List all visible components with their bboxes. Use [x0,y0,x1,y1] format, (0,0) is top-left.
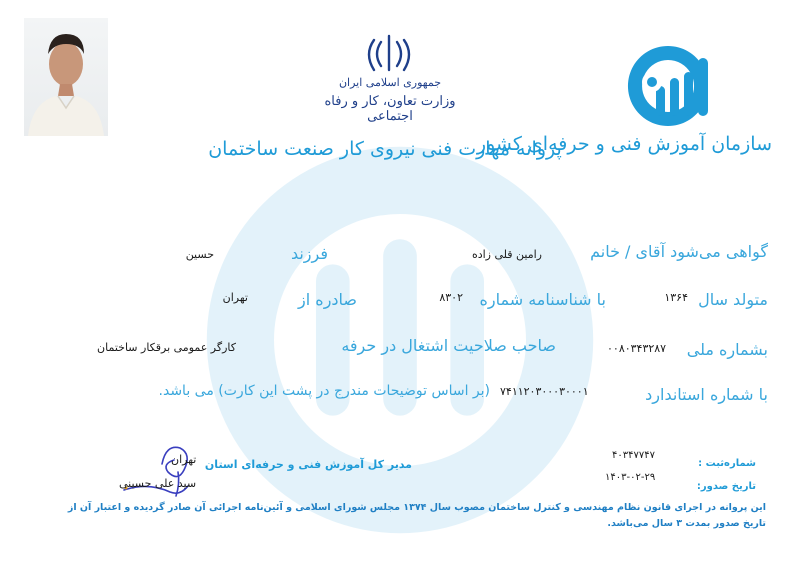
certificate-title: پروانه مهارت فنی نیروی کار صنعت ساختمان [208,138,562,160]
issue-date-label: تاریخ صدور: [696,481,756,492]
footer-note-line2: تاریخ صدور بمدت ۳ سال می‌باشد. [607,518,766,529]
birth-year: ۱۳۶۴ [664,291,688,304]
national-id-label: بشماره ملی [686,340,768,359]
id-number-label: با شناسنامه شماره [479,290,606,309]
birth-year-label: متولد سال [698,290,768,309]
full-name: رامین قلی زاده [471,248,542,261]
signer-name: سید علی حسینی [119,477,197,490]
certify-label: گواهی می‌شود آقای / خانم [590,242,768,261]
standard-label: با شماره استاندارد [645,385,768,404]
occupation-label: صاحب صلاحیت اشتغال در حرفه [341,336,556,355]
national-id: ۰۰۸۰۳۴۳۲۸۷ [607,342,667,355]
footer-note-line1: این پروانه در اجرای قانون نظام مهندسی و کنترل ساختمان مصوب سال ۱۳۷۴ مجلس شورای اسلامی و آئین‌نامه اجرائی آن صادر گردیده و اعتبار آن از [67,502,766,513]
standard-note: (بر اساس توضیحات مندرج در پشت این کارت) می باشد. [158,383,490,399]
child-of-label: فرزند [290,244,328,263]
iran-emblem-icon [363,32,415,74]
issued-from-label: صادره از [298,290,357,309]
issued-from: تهران [222,291,248,304]
standard-number: ۷۴۱۱۲۰۳۰۰۰۳۰۰۰۱ [500,385,589,398]
handwritten-signature [118,442,228,502]
occupation: کارگر عمومی برقکار ساختمان [97,341,236,354]
reg-number: ۴۰۳۴۷۷۴۷ [612,450,655,461]
organization-name: سازمان آموزش فنی و حرفه‌ای کشور [476,133,772,155]
reg-number-label: شماره‌ثبت : [698,458,756,469]
signer-title: مدیر کل آموزش فنی و حرفه‌ای استان [204,458,412,471]
signature-city: تهران [171,453,197,466]
id-number: ۸۳۰۲ [439,291,463,304]
tvto-logo-icon [612,42,724,130]
government-name: جمهوری اسلامی ایران [338,76,442,89]
holder-photo [24,18,108,136]
issue-date: ۱۴۰۳-۰۲-۲۹ [605,472,656,483]
father-name: حسین [185,248,214,261]
ministry-name: وزارت تعاون، کار و رفاه اجتماعی [324,94,456,124]
